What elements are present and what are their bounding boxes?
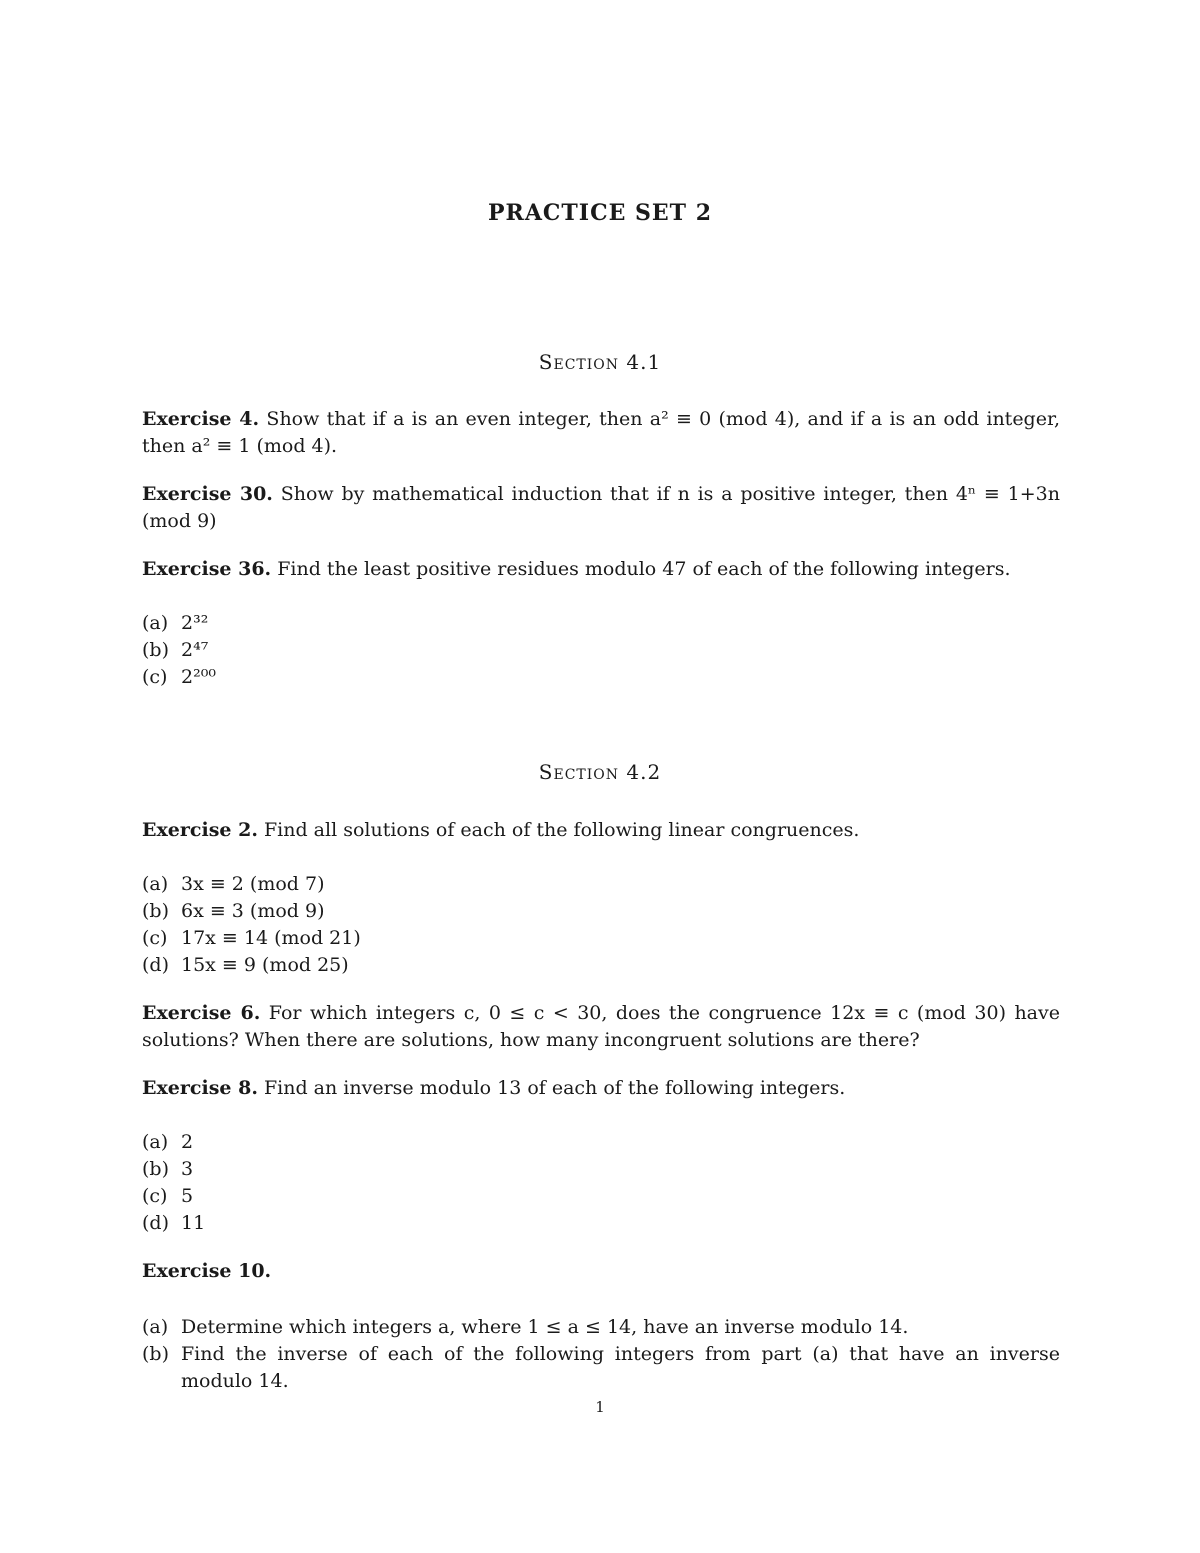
list-item	[142, 637, 1060, 664]
part-text: 2²⁰⁰	[181, 666, 216, 688]
part-label: (d)	[142, 954, 169, 976]
exercise-10-parts	[142, 1314, 1060, 1395]
section-heading-4-2: Section 4.2	[538, 760, 662, 784]
part-text: 2⁴⁷	[181, 639, 209, 661]
part-label: (a)	[142, 612, 169, 634]
exercise-36-parts	[142, 610, 1060, 691]
part-label: (b)	[142, 639, 169, 661]
exercise-2	[142, 817, 1060, 844]
part-text: 3	[181, 1158, 194, 1180]
part-text: 3x ≡ 2 (mod 7)	[181, 873, 325, 895]
section-heading-4-1: Section 4.1	[538, 350, 662, 374]
exercise-label: Exercise 2.	[142, 819, 258, 841]
list-item	[142, 664, 1060, 691]
exercise-text: Find an inverse modulo 13 of each of the following integers.	[263, 1077, 846, 1099]
list-item	[142, 871, 1060, 898]
list-item	[142, 898, 1060, 925]
page-title: PRACTICE SET 2	[488, 200, 712, 226]
part-text: 6x ≡ 3 (mod 9)	[181, 900, 325, 922]
part-text: 15x ≡ 9 (mod 25)	[181, 954, 349, 976]
part-label: (c)	[142, 666, 168, 688]
part-text: 17x ≡ 14 (mod 21)	[181, 927, 361, 949]
page-number: 1	[595, 1398, 605, 1416]
list-item	[142, 610, 1060, 637]
exercise-text: Show that if a is an even integer, then a² ≡ 0 (mod 4), and if a is an odd integer, then a² ≡ 1 (mod 4).	[142, 408, 1061, 457]
exercise-text: Show by mathematical induction that if n is a positive integer, then 4ⁿ ≡ 1+3n (mod 9)	[142, 483, 1060, 532]
part-text: 2³²	[181, 612, 209, 634]
part-label: (d)	[142, 1212, 169, 1234]
exercise-6	[142, 1000, 1060, 1054]
list-item	[142, 1183, 1060, 1210]
list-item	[142, 952, 1060, 979]
exercise-10	[142, 1258, 1060, 1285]
part-label: (a)	[142, 873, 169, 895]
exercise-label: Exercise 30.	[142, 483, 273, 505]
exercise-4	[142, 406, 1060, 460]
part-label: (a)	[142, 1316, 169, 1338]
list-item	[142, 1210, 1060, 1237]
part-label: (b)	[142, 1158, 169, 1180]
list-item	[142, 1314, 1060, 1341]
exercise-text: Find the least positive residues modulo 47 of each of the following integers.	[277, 558, 1011, 580]
exercise-text: Find all solutions of each of the following linear congruences.	[263, 819, 860, 841]
list-item	[142, 1156, 1060, 1183]
exercise-8-parts	[142, 1129, 1060, 1237]
part-text: 11	[181, 1212, 206, 1234]
part-text: 5	[181, 1185, 194, 1207]
part-text: 2	[181, 1131, 194, 1153]
exercise-8	[142, 1075, 1060, 1102]
part-text: Find the inverse of each of the following integers from part (a) that have an inverse modulo 14.	[181, 1343, 1060, 1392]
exercise-label: Exercise 10.	[142, 1260, 272, 1282]
part-label: (a)	[142, 1131, 169, 1153]
part-label: (c)	[142, 1185, 168, 1207]
exercise-label: Exercise 6.	[142, 1002, 261, 1024]
exercise-2-parts	[142, 871, 1060, 979]
list-item	[142, 1341, 1060, 1395]
list-item	[142, 1129, 1060, 1156]
part-label: (b)	[142, 1343, 169, 1365]
part-label: (b)	[142, 900, 169, 922]
part-label: (c)	[142, 927, 168, 949]
exercise-text: For which integers c, 0 ≤ c < 30, does the congruence 12x ≡ c (mod 30) have solutions? When there are solutions, how many incongruent solutions are there?	[142, 1002, 1060, 1051]
exercise-30	[142, 481, 1060, 535]
part-text: Determine which integers a, where 1 ≤ a ≤ 14, have an inverse modulo 14.	[181, 1316, 909, 1338]
exercise-36	[142, 556, 1060, 583]
exercise-label: Exercise 4.	[142, 408, 260, 430]
exercise-label: Exercise 8.	[142, 1077, 258, 1099]
list-item	[142, 925, 1060, 952]
exercise-label: Exercise 36.	[142, 558, 272, 580]
